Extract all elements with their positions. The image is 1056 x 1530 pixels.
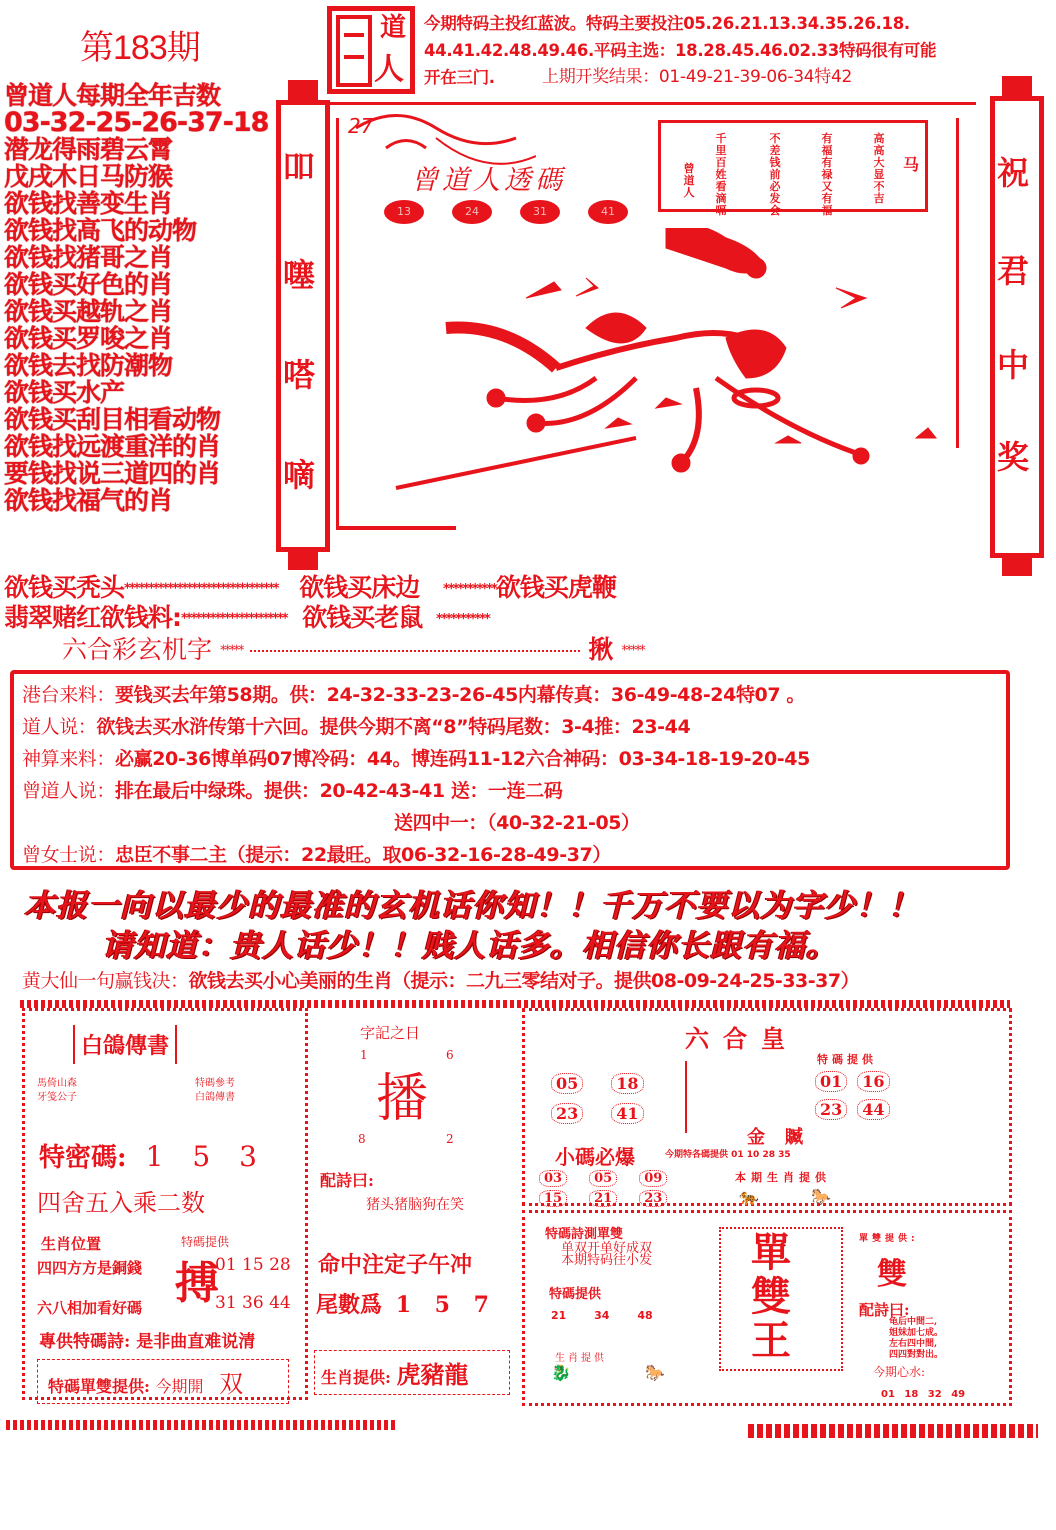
- jade-label: 翡翠赌红欲钱料:: [4, 603, 181, 632]
- left-line: 欲钱买越轨之肖: [4, 297, 173, 326]
- info-text: 必赢20-36博单码07博冷码：44。博连码11-12六合神码：03-34-18-19-20-45: [115, 748, 810, 770]
- zodiac-line-2: 六八相加看好碼: [37, 1299, 143, 1317]
- left-line: 潜龙得雨碧云霄: [4, 135, 173, 164]
- dove-sub-right: [195, 1077, 235, 1105]
- scroll-cap-bottom: [1002, 554, 1032, 576]
- dragon-icon: 🐉: [551, 1363, 571, 1382]
- tech-label: 特碼提供: [817, 1053, 877, 1066]
- nums-left-row1: [551, 1073, 672, 1094]
- scroll-char: 吅: [283, 148, 316, 186]
- tech-nums: [551, 1309, 653, 1322]
- dove-sub-text: 牙笺公子: [37, 1092, 77, 1103]
- seal-char-ren: 人: [374, 52, 404, 87]
- number-circle: 23: [815, 1099, 847, 1120]
- scroll-char: 奖: [997, 438, 1030, 476]
- poem-text: 猪头猪脑狗在笑: [366, 1197, 464, 1213]
- tail-label: 尾數爲: [316, 1292, 383, 1318]
- scroll-cap-top: [1002, 76, 1032, 98]
- king-char: 單: [751, 1230, 791, 1276]
- odd-even-char: 雙: [877, 1257, 907, 1292]
- tech-num: 48: [637, 1309, 653, 1322]
- left-line: 戊戌木日马防猴: [4, 162, 173, 191]
- riddle-line-3: [62, 630, 644, 666]
- small-nums-row2: [539, 1187, 695, 1207]
- rounding-rule: 四舍五入乘二数: [37, 1189, 205, 1217]
- last-result: 上期开奖结果：01-49-21-39-06-34特42: [542, 67, 852, 87]
- poem-col: 马: [903, 155, 920, 174]
- info-label: 曾道人说：: [22, 780, 116, 802]
- poem-label: 配詩曰:: [320, 1171, 374, 1190]
- scroll-char: 君: [997, 252, 1030, 290]
- star-filler: *****: [219, 643, 243, 659]
- info-label: 港台来料：: [22, 684, 116, 706]
- special-label: 特密碼:: [39, 1143, 127, 1173]
- tail-digits: 1 5 7: [395, 1292, 497, 1318]
- zodiac-value: 虎豬龍: [396, 1360, 469, 1389]
- number-circle: 21: [589, 1190, 617, 1207]
- tail-number-line: [316, 1288, 497, 1319]
- number-circle: 15: [539, 1190, 567, 1207]
- info-text: 要钱买去年第58期。供：24-32-33-23-26-45内幕传真：36-49-48-24特07 。: [115, 684, 806, 706]
- corner-number: 27: [348, 114, 374, 138]
- tiger-icon: 🐅: [739, 1187, 759, 1206]
- horse-rider-illustration: [336, 228, 966, 528]
- verse: [561, 1243, 652, 1267]
- left-line: 欲钱买好色的肖: [4, 270, 173, 299]
- header-line-3: 开在三门.: [424, 68, 495, 87]
- special-digits: 1 5 3: [145, 1140, 267, 1173]
- left-line: 欲钱买罗唆之肖: [4, 324, 173, 353]
- tech-nums-row1: [815, 1071, 918, 1092]
- bottom-border-left: [6, 1420, 396, 1430]
- poem-box: [658, 120, 928, 217]
- odd-even-label: 特碼單雙提供:: [48, 1377, 150, 1396]
- left-line: 要钱找说三道四的肖: [4, 459, 221, 488]
- corner-6: 6: [446, 1048, 454, 1062]
- number-ball: 41: [588, 200, 628, 224]
- header-line-1: 今期特码主投红蓝波。特码主要投注05.26.21.13.34.35.26.18.: [424, 14, 910, 33]
- golden-label: 金贓: [747, 1127, 823, 1148]
- scroll-char: 嘀: [283, 456, 316, 494]
- big-char-broadcast: 播: [376, 1069, 429, 1129]
- small-nums-row1: [539, 1167, 695, 1187]
- riddle-bedside: 欲钱买床边: [299, 573, 420, 602]
- zodiac-label: 生肖提供: [555, 1353, 607, 1364]
- horse-icon: 🐎: [645, 1363, 665, 1382]
- issue-number: 第183期: [80, 29, 200, 67]
- number-circle: 03: [539, 1170, 567, 1187]
- dove-sub-text: 特碼參考: [195, 1078, 235, 1089]
- slogan-line-1: 本报一向以最少的最准的玄机话你知！！千万不要以为字少！！: [24, 888, 920, 924]
- tech-num: 21: [551, 1309, 567, 1322]
- info-box: [10, 670, 1010, 870]
- number-circle: 44: [857, 1099, 889, 1120]
- number-circle: 23: [551, 1103, 583, 1124]
- corner-8: 8: [358, 1132, 366, 1146]
- mystery-char: 揪: [588, 635, 614, 664]
- huang-daxian-line: [22, 966, 859, 993]
- poem-line: 四四對對出。: [889, 1350, 944, 1360]
- verse-line: 本期特码往小发: [561, 1253, 653, 1268]
- left-line: 欲钱找善变生肖: [4, 189, 173, 218]
- slogan-line-2: 请知道：贵人话少！！贱人话多。相信你长跟有福。: [102, 928, 838, 964]
- dotted-fill: [250, 650, 580, 652]
- mystery-char-label: 六合彩玄机字: [62, 635, 213, 664]
- big-char-bo: 搏: [175, 1258, 219, 1309]
- king-char: 雙: [751, 1274, 791, 1320]
- riddle-tiger-whip: 欲钱买虎鞭: [495, 573, 616, 602]
- header-divider: [326, 102, 976, 105]
- scroll-cap-top: [288, 80, 318, 102]
- number-circle: 05: [589, 1170, 617, 1187]
- bottom-border-right: [748, 1424, 1038, 1438]
- right-scroll: [990, 76, 1044, 576]
- heart-nums: 01 18 32 49: [881, 1389, 966, 1400]
- info-text: 送四中一：（40-32-21-05）: [394, 812, 640, 834]
- tech-nums-row2: [815, 1099, 918, 1120]
- left-column: [4, 82, 274, 514]
- number-circle: 18: [611, 1073, 643, 1094]
- scroll-char: 祝: [997, 154, 1030, 192]
- special-poem: [39, 1327, 255, 1352]
- corner-2: 2: [446, 1132, 454, 1146]
- poem-col: 有福有禄又有福: [821, 132, 833, 217]
- info-row: [22, 744, 810, 771]
- poem-line: 姐妹加七成。: [889, 1328, 944, 1338]
- number-ball: 13: [384, 200, 424, 224]
- picture-area: [336, 108, 972, 538]
- zodiac-box: [314, 1350, 510, 1395]
- odd-even-prefix: 今期開: [155, 1377, 204, 1396]
- horse-icon: 🐎: [811, 1187, 831, 1206]
- scroll-char: 噻: [283, 256, 316, 294]
- dove-sub-left: [37, 1077, 77, 1105]
- info-row: [22, 712, 690, 739]
- destiny-line: 命中注定子午冲: [318, 1253, 473, 1278]
- number-ball: 24: [452, 200, 492, 224]
- poem-col: 不差钱前必发会: [769, 132, 781, 217]
- left-title: 曾道人每期全年吉数: [4, 81, 221, 110]
- dove-sub-text: 馬倚山森: [37, 1078, 77, 1089]
- king-text: [751, 1231, 791, 1363]
- seal-mark: [336, 15, 372, 87]
- left-line: 欲钱找福气的肖: [4, 486, 173, 515]
- number-circle: 01: [815, 1071, 847, 1092]
- star-filler: **********************: [181, 611, 287, 627]
- zodiac-line-1: 四四方方是銅錢: [37, 1259, 143, 1277]
- poem-label: 配詩曰:: [859, 1301, 910, 1319]
- panel-white-dove: [22, 1008, 308, 1400]
- left-line: 欲钱找猪哥之肖: [4, 243, 173, 272]
- tech-num: 34: [594, 1309, 610, 1322]
- number-ball: 31: [520, 200, 560, 224]
- word-title: 字記之日: [360, 1024, 421, 1042]
- tech-label: 特碼提供: [181, 1235, 230, 1249]
- left-line: 欲钱找远渡重洋的肖: [4, 432, 221, 461]
- number-circle: 16: [857, 1071, 889, 1092]
- huang-label: 黄大仙一句赢钱决：: [22, 970, 189, 992]
- odd-even-value: 双: [219, 1370, 244, 1398]
- star-filler: ***********: [436, 611, 489, 627]
- scroll-char: 中: [997, 346, 1030, 384]
- left-line: 欲钱买水产: [4, 378, 125, 407]
- liuhe-title: 六合皇: [685, 1025, 799, 1053]
- odd-even-provide-label: 單雙提供:: [859, 1234, 919, 1244]
- poem-col: 千里百姓看滴嗝: [715, 132, 727, 217]
- header-block: [424, 10, 1054, 91]
- left-line: 欲钱去找防潮物: [4, 351, 173, 380]
- header-line-2: 44.41.42.48.49.46.平码主选：18.28.45.46.02.33特码很有可能: [424, 41, 937, 60]
- info-label: 曾女士说：: [22, 844, 116, 866]
- odd-even-box: [37, 1359, 289, 1404]
- number-circle: 41: [611, 1103, 643, 1124]
- seal-char-dao: 道: [379, 13, 406, 43]
- vertical-list: [685, 1061, 755, 1133]
- riddle-bald: 欲钱买秃头: [4, 573, 125, 602]
- poem-line: 龟后中間二,: [889, 1317, 938, 1327]
- corner-1: 1: [360, 1048, 368, 1062]
- poem-col: 曾道人: [683, 162, 695, 199]
- zigzag-border: [20, 1000, 1010, 1008]
- nums-row-1: 01 15 28: [215, 1255, 291, 1275]
- number-circle: 05: [551, 1073, 583, 1094]
- nums-row-2: 31 36 44: [215, 1293, 291, 1313]
- left-scroll: [276, 80, 330, 570]
- panel-word-of-day: [310, 1008, 520, 1400]
- dove-title: 白鴿傳書: [73, 1025, 177, 1064]
- left-line: 欲钱找高飞的动物: [4, 216, 197, 245]
- zodiac-label: 生肖提供:: [321, 1368, 391, 1387]
- tech-label: 特碼提供: [549, 1287, 602, 1302]
- info-row: [22, 776, 562, 803]
- panel-liuhe-king: [522, 1008, 1012, 1206]
- info-label: 神算来料：: [22, 748, 116, 770]
- info-label: 道人说：: [22, 716, 97, 738]
- poem-line: 左右四中間,: [889, 1339, 938, 1349]
- huang-text: 欲钱去买小心美丽的生肖（提示：二九三零结对子。提供08-09-24-25-33-37）: [188, 970, 860, 992]
- number-circle: 23: [639, 1190, 667, 1207]
- info-row: [22, 840, 611, 867]
- riddle-mouse: 欲钱买老鼠: [302, 603, 423, 632]
- zodiac-provide-label: 本期生肖提供: [735, 1171, 831, 1184]
- nums-left-row2: [551, 1103, 672, 1124]
- info-text: 排在最后中绿珠。提供：20-42-43-41 送：一连二码: [115, 780, 563, 802]
- panel-odd-even-king: [522, 1210, 1012, 1406]
- poem-label: 專供特碼詩:: [39, 1332, 131, 1352]
- lucky-numbers: 03-32-25-26-37-18: [4, 107, 269, 138]
- special-code: [39, 1137, 267, 1174]
- poem-title: 特碼詩測單雙: [545, 1227, 624, 1242]
- info-row: [22, 680, 805, 707]
- king-char: 王: [751, 1318, 791, 1364]
- scroll-char: 嗒: [283, 356, 316, 394]
- info-text: 忠臣不事二主（提示：22最旺。取06-32-16-28-49-37）: [115, 844, 611, 866]
- dove-sub-text: 白鴿傳書: [195, 1092, 235, 1103]
- extra-line: 今期特各碼提供 01 10 28 35: [665, 1150, 791, 1160]
- heart-label: 今期心水:: [873, 1365, 926, 1379]
- poem-text: 是非曲直难说清: [136, 1332, 256, 1352]
- verse-line: 单双开单好成双: [561, 1241, 653, 1256]
- info-text: 欲钱去买水浒传第十六回。提供今期不离“8”特码尾数：3-4推：23-44: [96, 716, 691, 738]
- zodiac-position-label: 生肖位置: [41, 1235, 102, 1253]
- riddle-line-2: [4, 598, 489, 634]
- poem-lines: [889, 1317, 943, 1361]
- small-code-label: 小碼必爆: [555, 1145, 635, 1169]
- star-filler: *****: [621, 643, 644, 659]
- star-filler: ********************************: [124, 581, 278, 597]
- scroll-cap-bottom: [288, 548, 318, 570]
- seal-logo: [327, 6, 415, 94]
- picture-title: 曾道人透碼: [411, 165, 566, 196]
- poem-col: 高高大显不吉: [873, 132, 885, 205]
- star-filler: ***********: [443, 581, 496, 597]
- info-row: [394, 808, 640, 835]
- left-line: 欲钱买刮目相看动物: [4, 405, 221, 434]
- number-circle: 09: [639, 1170, 667, 1187]
